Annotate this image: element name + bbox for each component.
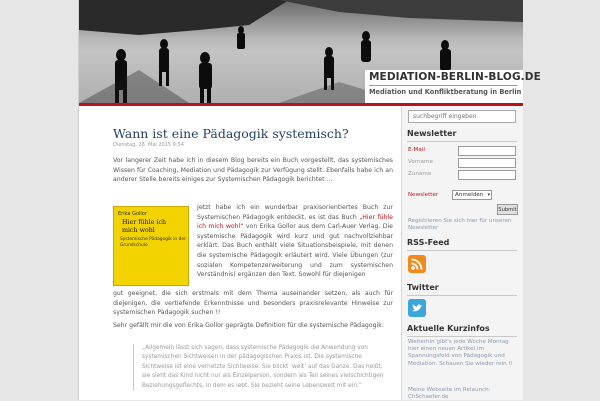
newsletter-register-text[interactable]: Registrieren Sie sich hier für unseren Newsletter bbox=[408, 218, 512, 231]
newsletter-select-label: Newsletter bbox=[408, 192, 439, 198]
kurzinfo-text-2[interactable]: Meine Webseite im Relaunch: ChSchaefer.de bbox=[408, 387, 491, 401]
book-link[interactable]: „Hier fühle ich mich wohl“ bbox=[197, 213, 393, 231]
submit-button[interactable]: Submit bbox=[497, 204, 518, 215]
kurzinfo-divider bbox=[407, 336, 517, 337]
book-author: Erika Gollor bbox=[118, 211, 147, 217]
rss-heading: RSS-Feed bbox=[407, 238, 450, 247]
rss-divider bbox=[407, 250, 517, 251]
book-title bbox=[122, 219, 166, 234]
search-input[interactable] bbox=[408, 110, 516, 123]
newsletter-option: Anmelden bbox=[455, 192, 484, 198]
last-name-label: Zuname bbox=[408, 171, 432, 177]
twitter-heading: Twitter bbox=[407, 283, 439, 292]
first-name-label: Vorname bbox=[408, 159, 433, 165]
blockquote: „Allgemein lässt sich sagen, dass systemische Pädagogik die Anwendung von systemischen Sichtweisen in der pädagogischen Praxis ist. Die systemische Sichtweise ist eine vernetzte Sichtweise. Sie blickt ‘weit’ auf das Ganze. Das heißt, sie sieht das Kind nicht nur als Einzelperson, sondern als Teil seines vielschichtigen Beziehungsgeflechts, in dem es lebt. Sie bezieht seine Lebenswelt mit ein.“ bbox=[133, 344, 387, 391]
header-banner bbox=[79, 0, 541, 103]
email-field[interactable] bbox=[458, 146, 516, 156]
post-date: Dienstag, 26. Mai 2015 9:54 bbox=[113, 142, 184, 148]
post-paragraph-2 bbox=[197, 203, 393, 280]
post-paragraph-4: Sehr gefällt mir die von Erika Gollor geprägte Definition für die systemische Pädagogik: bbox=[113, 322, 384, 329]
book-cover-image[interactable] bbox=[113, 206, 189, 286]
book-title-line-1: Hier fühle ich bbox=[122, 219, 167, 226]
email-label: E-Mail bbox=[408, 147, 425, 153]
post-paragraph-1: Vor langerer Zeit habe ich in diesem Blog bereits ein Buch vorgestellt, das systemisches Wissen für Coaching, Mediation und Pädagogik zur Verfügung stellt. Ebenfalls habe ich an anderer Stelle bereits einiges zur Systemischen Pädagogik berichtet ... bbox=[113, 157, 393, 184]
rss-icon[interactable] bbox=[408, 255, 426, 273]
site-title[interactable]: MEDIATION-BERLIN-BLOG.DE bbox=[369, 71, 541, 83]
book-title-line-2: mich wohl bbox=[122, 226, 155, 234]
sidebar bbox=[401, 106, 523, 400]
page bbox=[78, 0, 541, 401]
site-title-box bbox=[365, 70, 541, 103]
post-paragraph-3: gut geeignet, die sich erstmals mit dem Thema auseinander setzen, als auch für diejenigen, die vertiefende Erkenntnisse und besonders praxisrelevante Hinweise zur systemischen Pädagogik suchen !! bbox=[113, 290, 393, 317]
twitter-icon[interactable] bbox=[408, 299, 426, 317]
twitter-divider bbox=[407, 295, 517, 296]
post-title[interactable]: Wann ist eine Pädagogik systemisch? bbox=[113, 126, 349, 141]
title-rule bbox=[369, 85, 517, 86]
book-subtitle: Systemische Pädagogik in der Grundschule bbox=[120, 237, 186, 248]
newsletter-divider bbox=[407, 141, 517, 142]
last-name-field[interactable] bbox=[458, 170, 516, 180]
chevron-down-icon: ▾ bbox=[487, 192, 490, 198]
site-subtitle: Mediation und Konfliktberatung in Berlin bbox=[369, 88, 522, 96]
kurzinfo-text: Weiterhin gibt's jede Woche Montag hier einen neuen Artikel im Spannungsfeld von Pädagogik und Mediation. Schauen Sie wieder rein !! bbox=[408, 339, 513, 367]
newsletter-heading: Newsletter bbox=[407, 129, 457, 138]
kurzinfo-heading: Aktuelle Kurzinfos bbox=[407, 324, 490, 333]
para2-text-after: von Erika Gollor aus dem Carl-Auer Verlag. Die systemische Pädagogik wird kurz und gut nachvollziehbar erklärt. Das Buch enthält viele Situationsbeispiele, mit denen die systemische Pädagogik erläutert wird. Viele Übungen (zur sozialen Kompetenzerweiterung und zum systemischen Verständnis) ergänzen den Text. Sowohl für diejenigen bbox=[197, 223, 393, 279]
newsletter-select[interactable] bbox=[452, 190, 492, 200]
first-name-field[interactable] bbox=[458, 158, 516, 168]
main-content bbox=[79, 106, 401, 400]
para2-text-before: Jetzt habe ich ein wunderbar praxisorientiertes Buch zur Systemischen Pädagogik entdeckt, es ist das Buch bbox=[197, 204, 393, 221]
